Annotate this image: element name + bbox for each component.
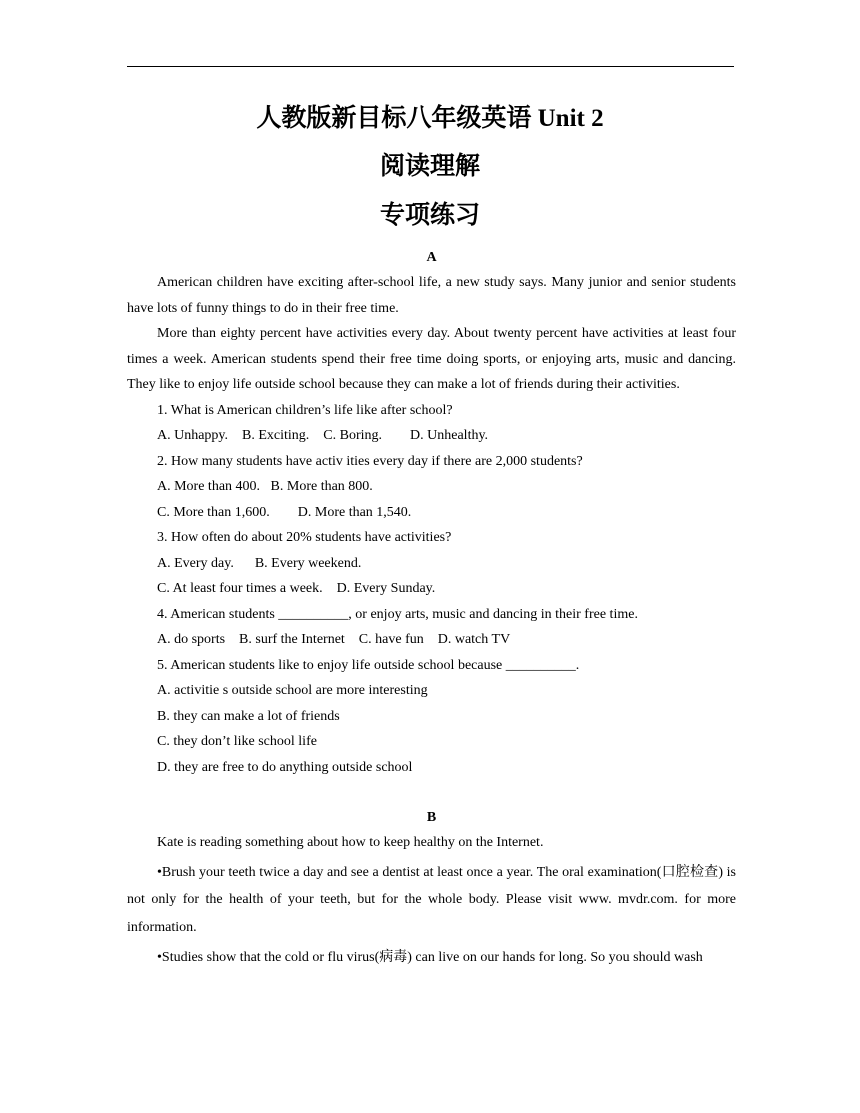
section-b-heading: B [426, 810, 437, 825]
document-subtitle-2: 专项练习 [379, 202, 480, 229]
answer-options: A. Unhappy. B. Exciting. C. Boring. D. Unhealthy. [157, 428, 489, 443]
answer-option: A. activitie s outside school are more interesting [157, 683, 428, 698]
answer-option: B. they can make a lot of friends [157, 708, 340, 724]
answer-options: C. More than 1,600. D. More than 1,540. [157, 504, 412, 520]
section-a-paragraph: American children have exciting after-school life, a new study says. Many junior and senior students have lots of funny things to do in their free time. [127, 275, 736, 316]
answer-options: C. At least four times a week. D. Every Sunday. [157, 581, 436, 596]
answer-options: A. Every day. B. Every weekend. [157, 555, 362, 571]
question-line: 4. American students __________, or enjoy arts, music and dancing in their free time. [157, 606, 638, 622]
document-body [127, 245, 736, 972]
answer-options: A. do sports B. surf the Internet C. have fun D. watch TV [157, 632, 511, 647]
answer-option: C. they don’t like school life [157, 734, 317, 749]
document-title: 人教版新目标八年级英语 Unit 2 [256, 105, 604, 132]
section-spacer [127, 780, 736, 805]
section-b-paragraph: •Studies show that the cold or flu virus(病毒) can live on our hands for long. So you should wash [157, 950, 703, 965]
answer-options: A. More than 400. B. More than 800. [157, 479, 373, 494]
answer-option: D. they are free to do anything outside school [157, 759, 413, 775]
question-line: 3. How often do about 20% students have activities? [157, 530, 452, 545]
section-b-paragraph: Kate is reading something about how to keep healthy on the Internet. [157, 835, 544, 850]
section-a-paragraph: More than eighty percent have activities every day. About twenty percent have activities at least four times a week. American students spend their free time doing sports, or enjoying arts, music and dancing. They like to enjoy life outside school because they can make a lot of friends during their activities. [127, 326, 736, 392]
question-line: 2. How many students have activ ities every day if there are 2,000 students? [157, 453, 583, 469]
section-b-paragraph: •Brush your teeth twice a day and see a dentist at least once a year. The oral examination(口腔检查) is not only for the health of your teeth, but for the whole body. Please visit www. mvdr.com. for more information. [127, 864, 736, 935]
question-line: 1. What is American children’s life like after school? [157, 402, 453, 418]
header-rule [127, 66, 734, 67]
question-line: 5. American students like to enjoy life outside school because __________. [157, 657, 580, 673]
document-subtitle: 阅读理解 [379, 153, 480, 180]
section-a-heading: A [426, 250, 437, 265]
